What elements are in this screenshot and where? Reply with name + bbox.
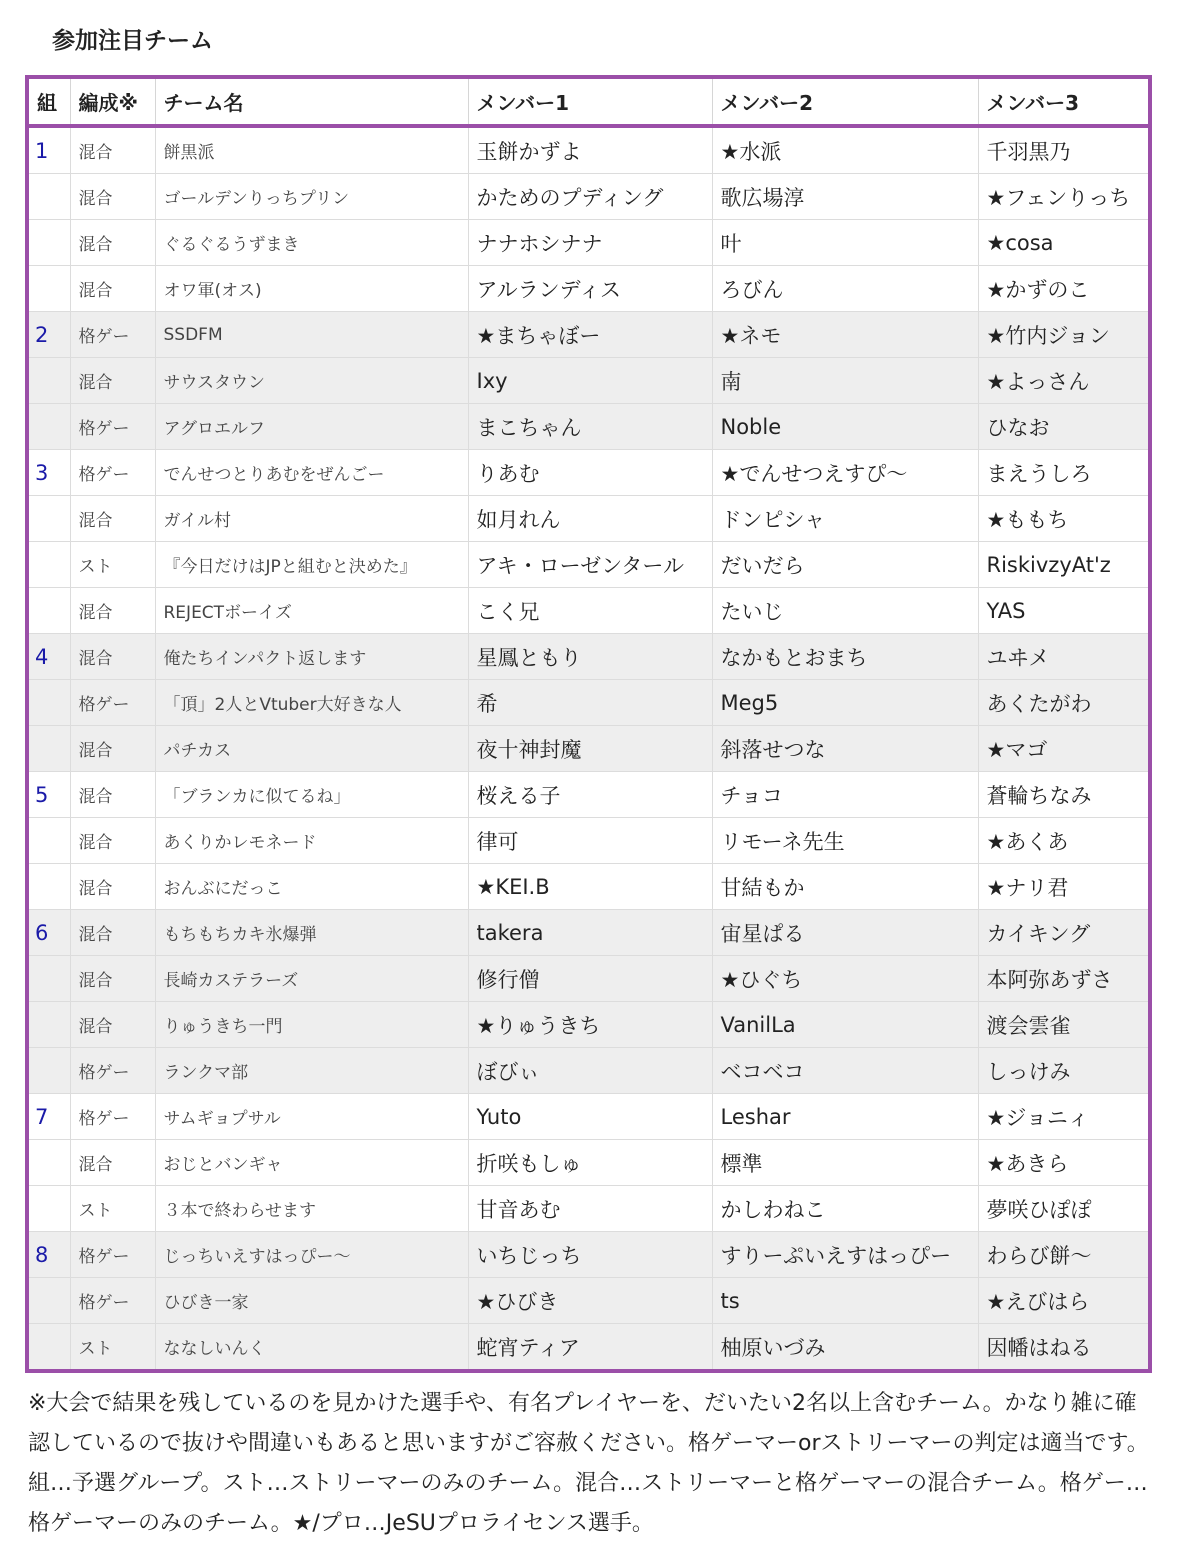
composition-cell: 格ゲー [70,312,155,358]
team-name-cell: ゴールデンりっちプリン [155,174,468,220]
group-number [29,864,70,910]
footnote: ※大会で結果を残しているのを見かけた選手や、有名プレイヤーを、だいたい2名以上含むチーム。かなり雑に確認しているので抜けや間違いもあると思いますがご容赦ください。格ゲーマーorストリーマーの判定は適当です。組…予選グループ。スト…ストリーマーのみのチーム。混合…ストリーマーと格ゲーマーの混合チーム。格ゲー…格ゲーマーのみのチーム。★/プロ…JeSUプロライセンス選手。 [28,1391,1149,1536]
member-1-cell: 桜える子 [468,772,712,818]
member-1-cell: 星鳳ともり [468,634,712,680]
group-number [29,1002,70,1048]
team-name-cell: アグロエルフ [155,404,468,450]
group-number [29,588,70,634]
table-row [29,404,1148,450]
page-heading: 参加注目チーム [52,28,213,54]
member-2-cell: たいじ [712,588,978,634]
group-number: 7 [29,1094,70,1140]
group-number [29,542,70,588]
group-number [29,404,70,450]
member-1-cell: takera [468,910,712,956]
member-2-cell: すりーぷいえすはっぴー [712,1232,978,1278]
composition-cell: 混合 [70,496,155,542]
table-row [29,450,1148,496]
member-2-cell: 叶 [712,220,978,266]
member-3-cell: ひなお [978,404,1148,450]
member-2-cell: 歌広場淳 [712,174,978,220]
team-name-cell: じっちいえすはっぴー〜 [155,1232,468,1278]
table-row [29,1048,1148,1094]
member-3-cell: ★えびはら [978,1278,1148,1324]
member-3-cell: ユヰメ [978,634,1148,680]
member-2-cell: ★水派 [712,126,978,174]
team-name-cell: 「ブランカに似てるね」 [155,772,468,818]
member-1-cell: 希 [468,680,712,726]
member-2-cell: ts [712,1278,978,1324]
group-number [29,1048,70,1094]
composition-cell: 混合 [70,910,155,956]
group-number [29,1140,70,1186]
member-1-cell: ナナホシナナ [468,220,712,266]
team-table [29,79,1148,1369]
team-name-cell: 長崎カステラーズ [155,956,468,1002]
member-3-cell: ★かずのこ [978,266,1148,312]
member-1-cell: 折咲もしゅ [468,1140,712,1186]
member-1-cell: ★りゅうきち [468,1002,712,1048]
member-1-cell: ★まちゃぼー [468,312,712,358]
composition-cell: スト [70,1186,155,1232]
member-2-cell: ★でんせつえすぴ〜 [712,450,978,496]
member-1-cell: ぼびぃ [468,1048,712,1094]
member-3-cell: あくたがわ [978,680,1148,726]
team-name-cell: りゅうきち一門 [155,1002,468,1048]
team-name-cell: 俺たちインパクト返します [155,634,468,680]
team-name-cell: ななしいんく [155,1324,468,1370]
member-2-cell: ドンピシャ [712,496,978,542]
composition-cell: 混合 [70,956,155,1002]
table-row [29,1140,1148,1186]
team-name-cell: もちもちカキ氷爆弾 [155,910,468,956]
composition-cell: 混合 [70,588,155,634]
composition-cell: スト [70,1324,155,1370]
member-3-cell: わらび餅〜 [978,1232,1148,1278]
group-number [29,358,70,404]
group-number: 3 [29,450,70,496]
composition-cell: 混合 [70,634,155,680]
member-1-cell: Ixy [468,358,712,404]
member-1-cell: Yuto [468,1094,712,1140]
team-name-cell: でんせつとりあむをぜんごー [155,450,468,496]
member-2-cell: 宙星ぱる [712,910,978,956]
team-name-cell: サウスタウン [155,358,468,404]
group-number: 1 [29,126,70,174]
member-3-cell: まえうしろ [978,450,1148,496]
team-name-cell: ３本で終わらせます [155,1186,468,1232]
member-2-cell: ベコベコ [712,1048,978,1094]
table-row [29,726,1148,772]
composition-cell: 混合 [70,818,155,864]
member-1-cell: こく兄 [468,588,712,634]
member-3-cell: 因幡はねる [978,1324,1148,1370]
member-2-cell: VanilLa [712,1002,978,1048]
composition-cell: 混合 [70,1140,155,1186]
table-row [29,772,1148,818]
member-1-cell: まこちゃん [468,404,712,450]
team-name-cell: REJECTボーイズ [155,588,468,634]
member-2-cell: ★ネモ [712,312,978,358]
member-3-cell: 千羽黒乃 [978,126,1148,174]
header-member-3: メンバー3 [978,79,1148,126]
composition-cell: 混合 [70,772,155,818]
composition-cell: スト [70,542,155,588]
member-1-cell: ★KEI.B [468,864,712,910]
member-3-cell: ★ジョニィ [978,1094,1148,1140]
table-row [29,680,1148,726]
group-number [29,174,70,220]
member-3-cell: しっけみ [978,1048,1148,1094]
composition-cell: 格ゲー [70,680,155,726]
member-1-cell: 夜十神封魔 [468,726,712,772]
member-1-cell: アキ・ローゼンタール [468,542,712,588]
member-2-cell: なかもとおまち [712,634,978,680]
table-row [29,588,1148,634]
table-body [29,126,1148,1369]
composition-cell: 混合 [70,220,155,266]
member-2-cell: Meg5 [712,680,978,726]
group-number [29,956,70,1002]
member-1-cell: 甘音あむ [468,1186,712,1232]
member-3-cell: カイキング [978,910,1148,956]
group-number: 5 [29,772,70,818]
table-row [29,220,1148,266]
header-member-1: メンバー1 [468,79,712,126]
group-number [29,266,70,312]
team-name-cell: パチカス [155,726,468,772]
member-3-cell: ★あきら [978,1140,1148,1186]
table-row [29,266,1148,312]
member-3-cell: 夢咲ひぽぽ [978,1186,1148,1232]
member-1-cell: いちじっち [468,1232,712,1278]
team-name-cell: サムギョプサル [155,1094,468,1140]
member-2-cell: ★ひぐち [712,956,978,1002]
composition-cell: 格ゲー [70,1048,155,1094]
table-row [29,634,1148,680]
team-name-cell: SSDFM [155,312,468,358]
group-number [29,680,70,726]
table-row [29,1232,1148,1278]
member-1-cell: かためのプディング [468,174,712,220]
member-2-cell: 甘結もか [712,864,978,910]
team-name-cell: ひびき一家 [155,1278,468,1324]
member-2-cell: 柚原いづみ [712,1324,978,1370]
team-name-cell: ガイル村 [155,496,468,542]
member-3-cell: ★フェンりっち [978,174,1148,220]
member-2-cell: Noble [712,404,978,450]
member-3-cell: ★竹内ジョン [978,312,1148,358]
member-3-cell: ★よっさん [978,358,1148,404]
member-1-cell: 蛇宵ティア [468,1324,712,1370]
group-number [29,1278,70,1324]
table-header-row [29,79,1148,126]
group-number [29,220,70,266]
table-row [29,1278,1148,1324]
header-composition: 編成※ [70,79,155,126]
composition-cell: 混合 [70,358,155,404]
group-number [29,1186,70,1232]
table-row [29,358,1148,404]
member-1-cell: 修行僧 [468,956,712,1002]
table-row [29,174,1148,220]
table-row [29,864,1148,910]
member-2-cell: リモーネ先生 [712,818,978,864]
member-1-cell: 如月れん [468,496,712,542]
table-row [29,1094,1148,1140]
team-name-cell: おんぶにだっこ [155,864,468,910]
member-3-cell: ★ももち [978,496,1148,542]
table-row [29,126,1148,174]
composition-cell: 混合 [70,726,155,772]
team-name-cell: ランクマ部 [155,1048,468,1094]
table-row [29,910,1148,956]
composition-cell: 格ゲー [70,1278,155,1324]
member-2-cell: 南 [712,358,978,404]
team-name-cell: 「頂」2人とVtuber大好きな人 [155,680,468,726]
table-row [29,1186,1148,1232]
composition-cell: 格ゲー [70,1094,155,1140]
member-2-cell: チョコ [712,772,978,818]
team-name-cell: おじとバンギャ [155,1140,468,1186]
table-row [29,496,1148,542]
group-number: 6 [29,910,70,956]
group-number: 4 [29,634,70,680]
member-2-cell: ろびん [712,266,978,312]
member-3-cell: RiskivzyAt'z [978,542,1148,588]
member-2-cell: だいだら [712,542,978,588]
group-number [29,818,70,864]
group-number [29,1324,70,1370]
table-row [29,542,1148,588]
group-number: 8 [29,1232,70,1278]
header-group: 組 [29,79,70,126]
header-member-2: メンバー2 [712,79,978,126]
team-name-cell: あくりかレモネード [155,818,468,864]
composition-cell: 混合 [70,174,155,220]
group-number [29,726,70,772]
composition-cell: 混合 [70,864,155,910]
composition-cell: 格ゲー [70,404,155,450]
table-row [29,312,1148,358]
member-3-cell: ★ナリ君 [978,864,1148,910]
member-1-cell: りあむ [468,450,712,496]
member-1-cell: ★ひびき [468,1278,712,1324]
composition-cell: 混合 [70,1002,155,1048]
composition-cell: 混合 [70,266,155,312]
team-name-cell: ぐるぐるうずまき [155,220,468,266]
team-name-cell: オワ軍(オス) [155,266,468,312]
member-1-cell: 玉餅かずよ [468,126,712,174]
table-row [29,818,1148,864]
table-row [29,1002,1148,1048]
member-2-cell: 標準 [712,1140,978,1186]
team-name-cell: 餅黒派 [155,126,468,174]
composition-cell: 混合 [70,126,155,174]
member-3-cell: 本阿弥あずさ [978,956,1148,1002]
composition-cell: 格ゲー [70,450,155,496]
team-name-cell: 『今日だけはJPと組むと決めた』 [155,542,468,588]
member-2-cell: 斜落せつな [712,726,978,772]
member-3-cell: YAS [978,588,1148,634]
member-1-cell: アルランディス [468,266,712,312]
member-2-cell: かしわねこ [712,1186,978,1232]
table-row [29,1324,1148,1370]
member-3-cell: ★あくあ [978,818,1148,864]
team-table-container [25,75,1152,1373]
member-3-cell: 蒼輪ちなみ [978,772,1148,818]
member-3-cell: ★マゴ [978,726,1148,772]
member-1-cell: 律可 [468,818,712,864]
member-3-cell: ★cosa [978,220,1148,266]
member-2-cell: Leshar [712,1094,978,1140]
member-3-cell: 渡会雲雀 [978,1002,1148,1048]
composition-cell: 格ゲー [70,1232,155,1278]
table-row [29,956,1148,1002]
header-team-name: チーム名 [155,79,468,126]
group-number [29,496,70,542]
group-number: 2 [29,312,70,358]
